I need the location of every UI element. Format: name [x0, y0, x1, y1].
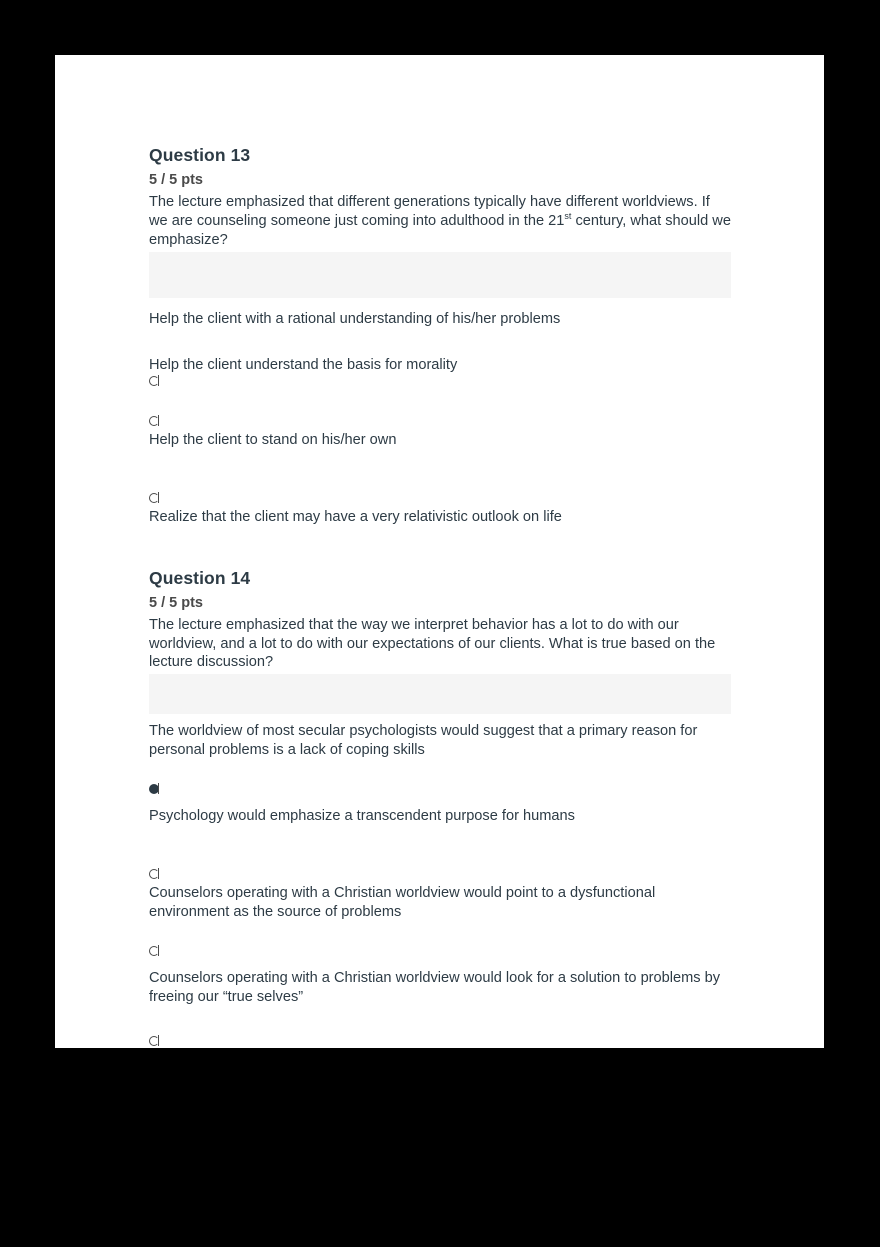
answer-option[interactable] — [149, 415, 731, 450]
question-block-13 — [149, 145, 731, 526]
answer-option-label: Help the client understand the basis for morality — [149, 357, 458, 374]
radio-button-icon[interactable] — [149, 783, 162, 796]
question-prompt-ordinal: st — [564, 211, 572, 222]
question-prompt-part2: century, what should we emphasize? — [149, 213, 731, 248]
radio-button-icon[interactable] — [149, 945, 162, 958]
question-prompt-part1: The lecture emphasized that different generations typically have different worldviews. If we are counseling someone just coming into adulthood in the 21 — [149, 193, 710, 230]
answer-option-label: Realize that the client may have a very relativistic outlook on life — [149, 508, 562, 525]
quiz-results-content — [149, 145, 731, 1051]
radio-button-icon[interactable] — [149, 492, 162, 505]
answer-option-label: Psychology would emphasize a transcendent purpose for humans — [149, 808, 575, 825]
answer-option[interactable] — [149, 310, 731, 329]
question-title: Question 13 — [149, 145, 251, 165]
radio-button-icon[interactable] — [149, 1035, 162, 1048]
document-page — [55, 55, 824, 1048]
answer-option[interactable] — [149, 356, 731, 391]
answer-option-label: Help the client to stand on his/her own — [149, 431, 397, 448]
question-prompt-part1: The lecture emphasized that the way we interpret behavior has a lot to do with our worldview, and a lot to do with our expectations of our clients. What is true based on the lecture discussion? — [149, 617, 716, 671]
question-prompt — [149, 193, 731, 250]
radio-button-icon[interactable] — [149, 375, 162, 388]
question-prompt — [149, 616, 731, 672]
answer-option-label: The worldview of most secular psychologists would suggest that a primary reason for personal problems is a lack of coping skills — [149, 723, 698, 758]
answer-option[interactable] — [149, 783, 731, 826]
answer-option[interactable] — [149, 945, 731, 1006]
answer-option-label: Counselors operating with a Christian worldview would point to a dysfunctional environment as the source of problems — [149, 885, 656, 920]
answer-option[interactable] — [149, 868, 731, 921]
answer-highlight-band — [149, 252, 731, 298]
answer-highlight-band — [149, 674, 731, 714]
answer-option-label: Help the client with a rational understanding of his/her problems — [149, 310, 561, 327]
question-title: Question 14 — [149, 568, 251, 589]
question-points: 5 / 5 pts — [149, 595, 203, 612]
answer-option-trailing-marker[interactable] — [149, 1035, 731, 1051]
question-points: 5 / 5 pts — [149, 171, 203, 188]
answer-option[interactable] — [149, 492, 731, 527]
radio-button-icon[interactable] — [149, 415, 162, 428]
answer-option[interactable] — [149, 722, 731, 759]
answer-option-label: Counselors operating with a Christian worldview would look for a solution to problems by freeing our “true selves” — [149, 970, 721, 1006]
question-block-14 — [149, 568, 731, 1050]
radio-button-icon[interactable] — [149, 868, 162, 881]
